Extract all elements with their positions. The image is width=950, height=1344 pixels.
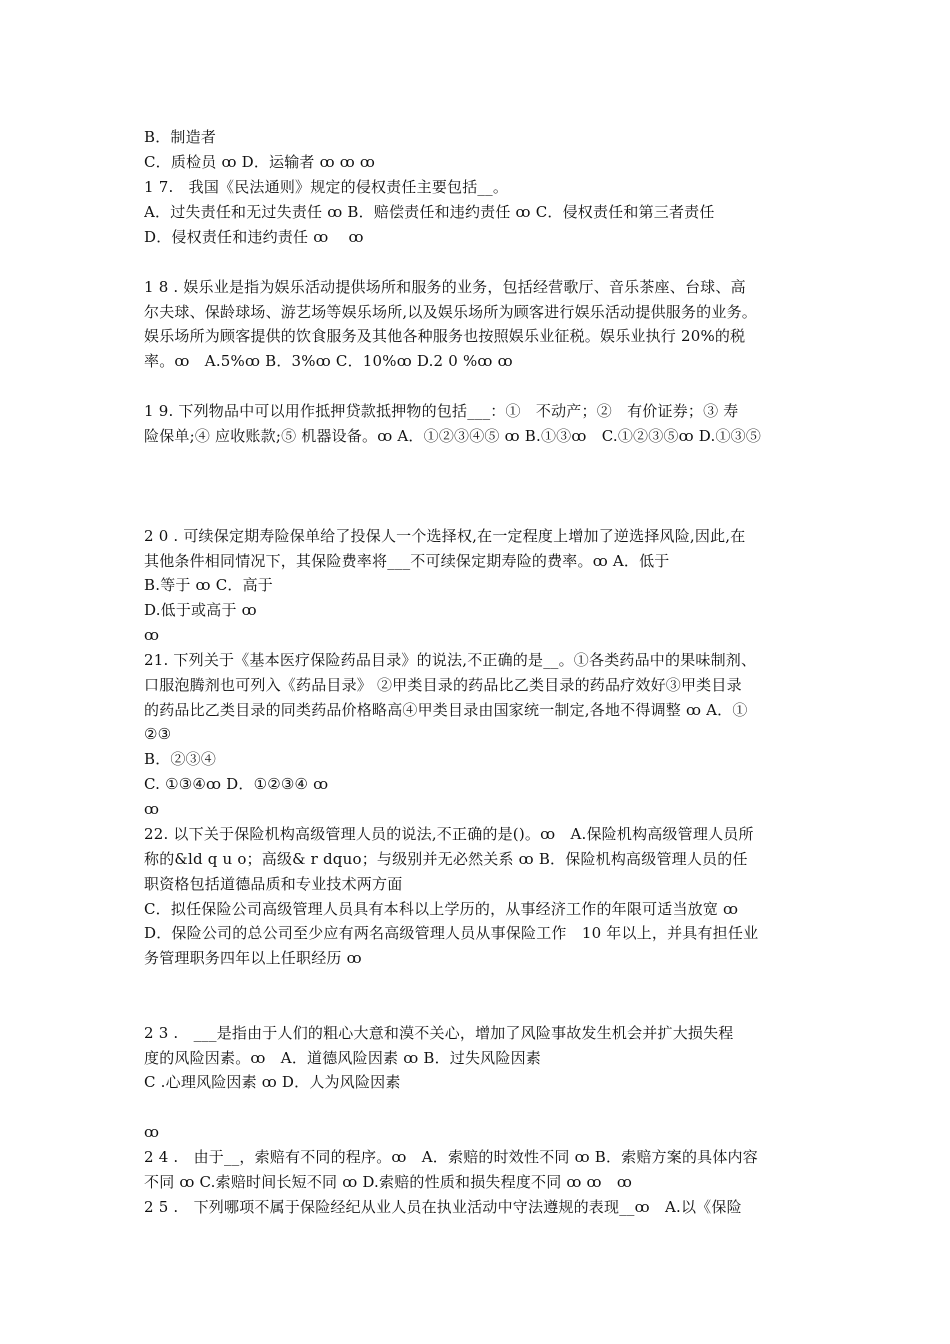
text-line: 的药品比乙类目录的同类药品价格略高④甲类目录由国家统一制定,各地不得调整 ꝏ A．①: [144, 701, 748, 719]
text-line: 2 3 . ___是指由于人们的粗心大意和漠不关心，增加了风险事故发生机会并扩大损失程: [144, 1024, 734, 1042]
text-line: 2 4 . 由于__，索赔有不同的程序。ꝏ A．索赔的时效性不同 ꝏ B．索赔方案的具体内容: [144, 1148, 758, 1166]
text-line: 不同 ꝏ C.索赔时间长短不同 ꝏ D.索赔的性质和损失程度不同 ꝏ ꝏ ꝏ: [144, 1173, 633, 1191]
text-line: 务管理职务四年以上任职经历 ꝏ: [144, 949, 362, 967]
text-line: ②③: [144, 725, 172, 743]
text-line: A．过失责任和无过失责任 ꝏ B．赔偿责任和违约责任 ꝏ C．侵权责任和第三者责任: [144, 203, 715, 221]
text-line: B.等于 ꝏ C．高于: [144, 576, 273, 594]
text-line: B．制造者: [144, 128, 217, 146]
text-line: 22. 以下关于保险机构高级管理人员的说法,不正确的是()。ꝏ A.保险机构高级管理人员所: [144, 825, 754, 843]
text-line: 率。ꝏ A.5%ꝏ B．3%ꝏ C．10%ꝏ D.2 0 %ꝏ ꝏ: [144, 352, 513, 370]
text-line: 其他条件相同情况下，其保险费率将___不可续保定期寿险的费率。ꝏ A．低于: [144, 552, 670, 570]
text-line: 口服泡腾剂也可列入《药品目录》 ②甲类目录的药品比乙类目录的药品疗效好③甲类目录: [144, 676, 742, 694]
text-line: 2 0 . 可续保定期寿险保单给了投保人一个选择权,在一定程度上增加了逆选择风险,因此,在: [144, 527, 746, 545]
text-line: 1 8 . 娱乐业是指为娱乐活动提供场所和服务的业务，包括经营歌厅、音乐茶座、台球、高: [144, 278, 746, 296]
text-line: B．②③④: [144, 750, 217, 768]
text-line: C．拟任保险公司高级管理人员具有本科以上学历的，从事经济工作的年限可适当放宽 ꝏ: [144, 900, 739, 918]
text-line: 险保单;④ 应收账款;⑤ 机器设备。ꝏ A．①②③④⑤ ꝏ B.①③ꝏ C.①②③⑤ꝏ D.①③⑤: [144, 427, 762, 445]
text-line: 1 7. 我国《民法通则》规定的侵权责任主要包括__。: [144, 178, 509, 196]
text-line: ꝏ: [144, 626, 160, 644]
text-line: 娱乐场所为顾客提供的饮食服务及其他各种服务也按照娱乐业征税。娱乐业执行 20%的税: [144, 327, 746, 345]
text-line: 度的风险因素。ꝏ A．道德风险因素 ꝏ B．过失风险因素: [144, 1049, 541, 1067]
text-line: D.低于或高于 ꝏ: [144, 601, 257, 619]
text-line: ꝏ: [144, 1123, 160, 1141]
text-line: 21. 下列关于《基本医疗保险药品目录》的说法,不正确的是__。①各类药品中的果味制剂、: [144, 651, 757, 669]
text-line: 尔夫球、保龄球场、游艺场等娱乐场所,以及娱乐场所为顾客进行娱乐活动提供服务的业务。: [144, 303, 757, 321]
text-line: C .心理风险因素 ꝏ D．人为风险因素: [144, 1073, 401, 1091]
text-line: 2 5 . 下列哪项不属于保险经纪从业人员在执业活动中守法遵规的表现__ꝏ A.以《保险: [144, 1198, 742, 1216]
text-line: C．质检员 ꝏ D．运输者 ꝏ ꝏ ꝏ: [144, 153, 376, 171]
text-line: D．保险公司的总公司至少应有两名高级管理人员从事保险工作 10 年以上，并具有担任业: [144, 924, 759, 942]
text-line: 职资格包括道德品质和专业技术两方面: [144, 875, 403, 893]
text-line: D．侵权责任和违约责任 ꝏ ꝏ: [144, 228, 364, 246]
text-line: 1 9. 下列物品中可以用作抵押贷款抵押物的包括___：① 不动产；② 有价证券；③ 寿: [144, 402, 739, 420]
text-line: ꝏ: [144, 800, 160, 818]
text-line: 称的&ld q u o；高级& r dquo；与级别并无必然关系 ꝏ B．保险机构高级管理人员的任: [144, 850, 748, 868]
text-line: C. ①③④ꝏ D．①②③④ ꝏ: [144, 775, 329, 793]
